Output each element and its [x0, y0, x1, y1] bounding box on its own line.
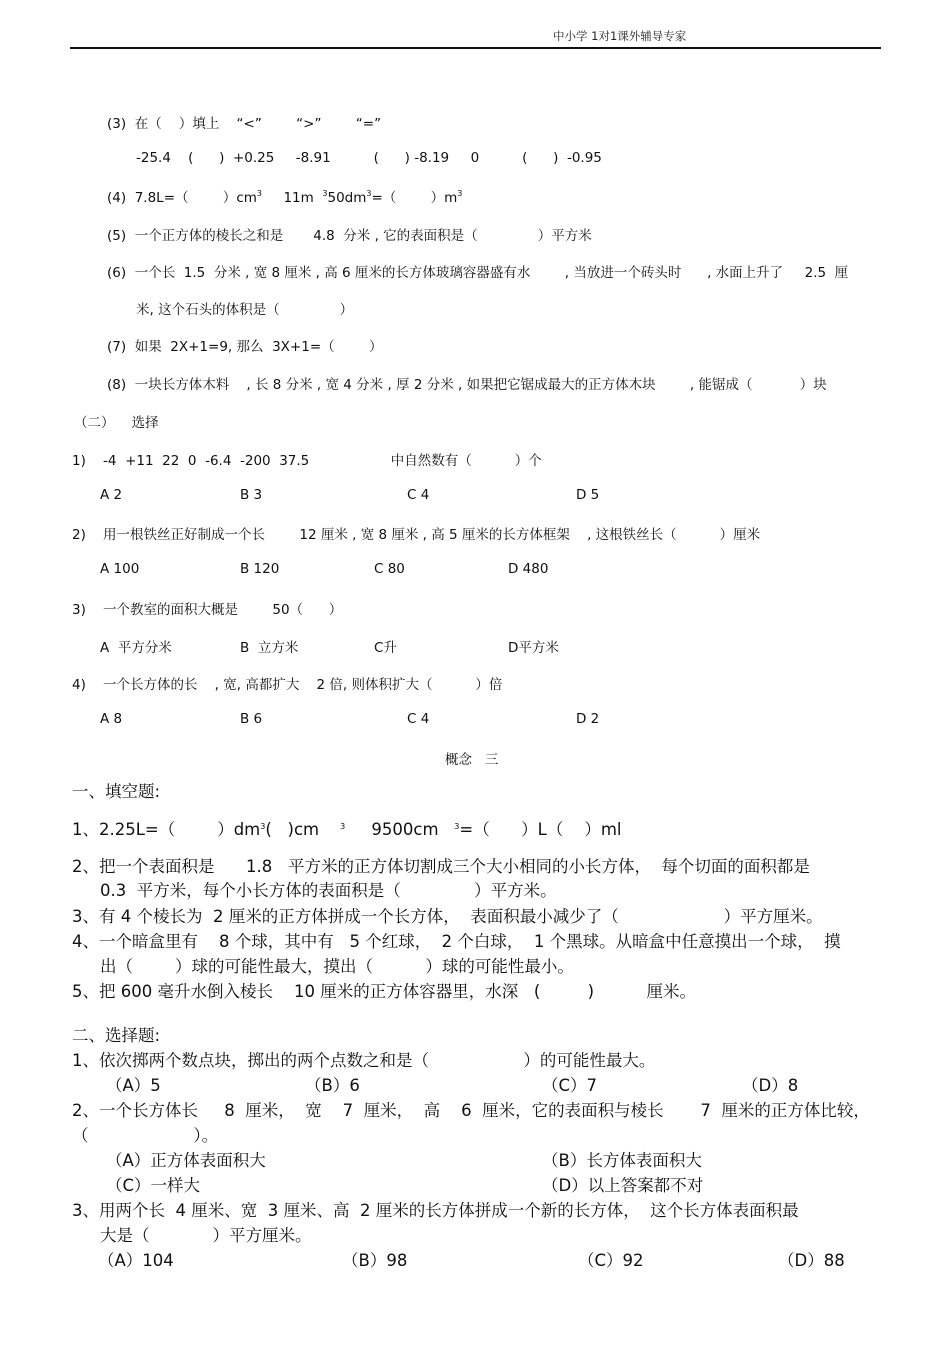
select-question-1: 1、依次掷两个数点块，掷出的两个点数之和是（ ）的可能性最大。 [72, 1051, 656, 1070]
choice-1-option-b: B 3 [240, 487, 263, 503]
select-question-2-line-1: 2、一个长方体长 8 厘米， 宽 7 厘米， 高 6 厘米，它的表面积与棱长 7 厘米的正方体比较， [72, 1101, 870, 1120]
select-2-option-a: （A）正方体表面积大 [106, 1151, 266, 1170]
choice-3-option-d: D平方米 [508, 640, 559, 656]
choice-question-2: 2) 用一根铁丝正好制成一个长 12 厘米 , 宽 8 厘米 , 高 5 厘米的长方体框架 , 这根铁丝长（ ）厘米 [72, 527, 761, 543]
fill-question-3: 3、有 4 个棱长为 2 厘米的正方体拼成一个长方体， 表面积最小减少了（ ）平方厘米。 [72, 907, 823, 926]
select-question-3-line-2: 大是（ ）平方厘米。 [100, 1226, 312, 1245]
section-choice-heading: （二） 选择 [74, 415, 159, 431]
fill-question-4-line-2: 出（ ）球的可能性最大，摸出（ ）球的可能性最小。 [100, 957, 574, 976]
fill-question-1: 1、2.25L=（ ）$dm^3$( )cm $^3$ 9500cm $^3$=（ ）L（ ）ml [72, 820, 622, 839]
choice-3-option-c: C升 [374, 640, 397, 656]
fill-question-4-line-1: 4、一个暗盒里有 8 个球，其中有 5 个红球， 2 个白球， 1 个黑球。从暗盒中任意摸出一个球， 摸 [72, 932, 841, 951]
choice-2-option-a: A 100 [100, 561, 140, 577]
choice-3-option-b: B 立方米 [240, 640, 299, 656]
select-3-option-c: （C）92 [578, 1251, 644, 1270]
choice-1-option-a: A 2 [100, 487, 123, 503]
question-6-line-2: 米, 这个石头的体积是（ ） [136, 302, 354, 318]
choice-question-3: 3) 一个教室的面积大概是 50（ ） [72, 602, 343, 618]
question-3-prompt: (3) 在（ ）填上 “<” “>” “=” [107, 116, 382, 132]
question-3-items: -25.4 ( ) +0.25 -8.91 ( ) -8.19 0 ( ) -0.95 [136, 150, 602, 166]
select-2-option-c: （C）一样大 [106, 1176, 201, 1195]
select-1-option-a: （A）5 [106, 1076, 161, 1095]
select-1-option-d: （D）8 [742, 1076, 799, 1095]
choice-4-option-b: B 6 [240, 711, 263, 727]
select-question-3-line-1: 3、用两个长 4 厘米、宽 3 厘米、高 2 厘米的长方体拼成一个新的长方体， 这个长方体表面积最 [72, 1201, 799, 1220]
select-2-option-b: （B）长方体表面积大 [542, 1151, 702, 1170]
fill-question-2-line-1: 2、把一个表面积是 1.8 平方米的正方体切割成三个大小相同的小长方体， 每个切面的面积都是 [72, 857, 810, 876]
choice-4-option-a: A 8 [100, 711, 123, 727]
section-title: 概念 三 [445, 752, 499, 768]
choice-1-option-c: C 4 [407, 487, 430, 503]
choice-2-option-b: B 120 [240, 561, 280, 577]
question-4: (4) 7.8L=（ ）$cm^3$ 11m $^350dm^3=$（ ）$m^3$ [107, 189, 463, 206]
select-1-option-b: （B）6 [305, 1076, 360, 1095]
fill-question-2-line-2: 0.3 平方米，每个小长方体的表面积是（ ）平方米。 [100, 881, 557, 900]
select-3-option-b: （B）98 [342, 1251, 408, 1270]
question-8: (8) 一块长方体木料 , 长 8 分米 , 宽 4 分米 , 厚 2 分米 , 如果把它锯成最大的正方体木块 , 能锯成（ ）块 [107, 377, 827, 393]
fill-heading: 一、填空题: [72, 782, 161, 801]
select-question-2-line-2: （ ）。 [72, 1126, 219, 1145]
page-header-title: 中小学 1对1课外辅导专家 [553, 29, 687, 43]
question-5: (5) 一个正方体的棱长之和是 4.8 分米 , 它的表面积是（ ）平方米 [107, 228, 592, 244]
header-divider [70, 47, 881, 49]
choice-4-option-d: D 2 [576, 711, 600, 727]
choice-1-option-d: D 5 [576, 487, 600, 503]
select-2-option-d: （D）以上答案都不对 [542, 1176, 704, 1195]
question-7: (7) 如果 2X+1=9, 那么 3X+1=（ ） [107, 339, 383, 355]
choice-4-option-c: C 4 [407, 711, 430, 727]
choice-question-4: 4) 一个长方体的长 , 宽, 高都扩大 2 倍, 则体积扩大（ ）倍 [72, 677, 503, 693]
choice-3-option-a: A 平方分米 [100, 640, 172, 656]
question-6-line-1: (6) 一个长 1.5 分米 , 宽 8 厘米 , 高 6 厘米的长方体玻璃容器盛有水 , 当放进一个砖头时 , 水面上升了 2.5 厘 [107, 265, 849, 281]
select-3-option-a: （A）104 [98, 1251, 174, 1270]
choice-2-option-c: C 80 [374, 561, 405, 577]
choice-heading: 二、选择题: [72, 1026, 161, 1045]
select-1-option-c: （C）7 [542, 1076, 598, 1095]
choice-2-option-d: D 480 [508, 561, 549, 577]
choice-question-1: 1) -4 +11 22 0 -6.4 -200 37.5 中自然数有（ ）个 [72, 453, 542, 469]
select-3-option-d: （D）88 [778, 1251, 845, 1270]
fill-question-5: 5、把 600 毫升水倒入棱长 10 厘米的正方体容器里，水深 ( ) 厘米。 [72, 982, 696, 1001]
